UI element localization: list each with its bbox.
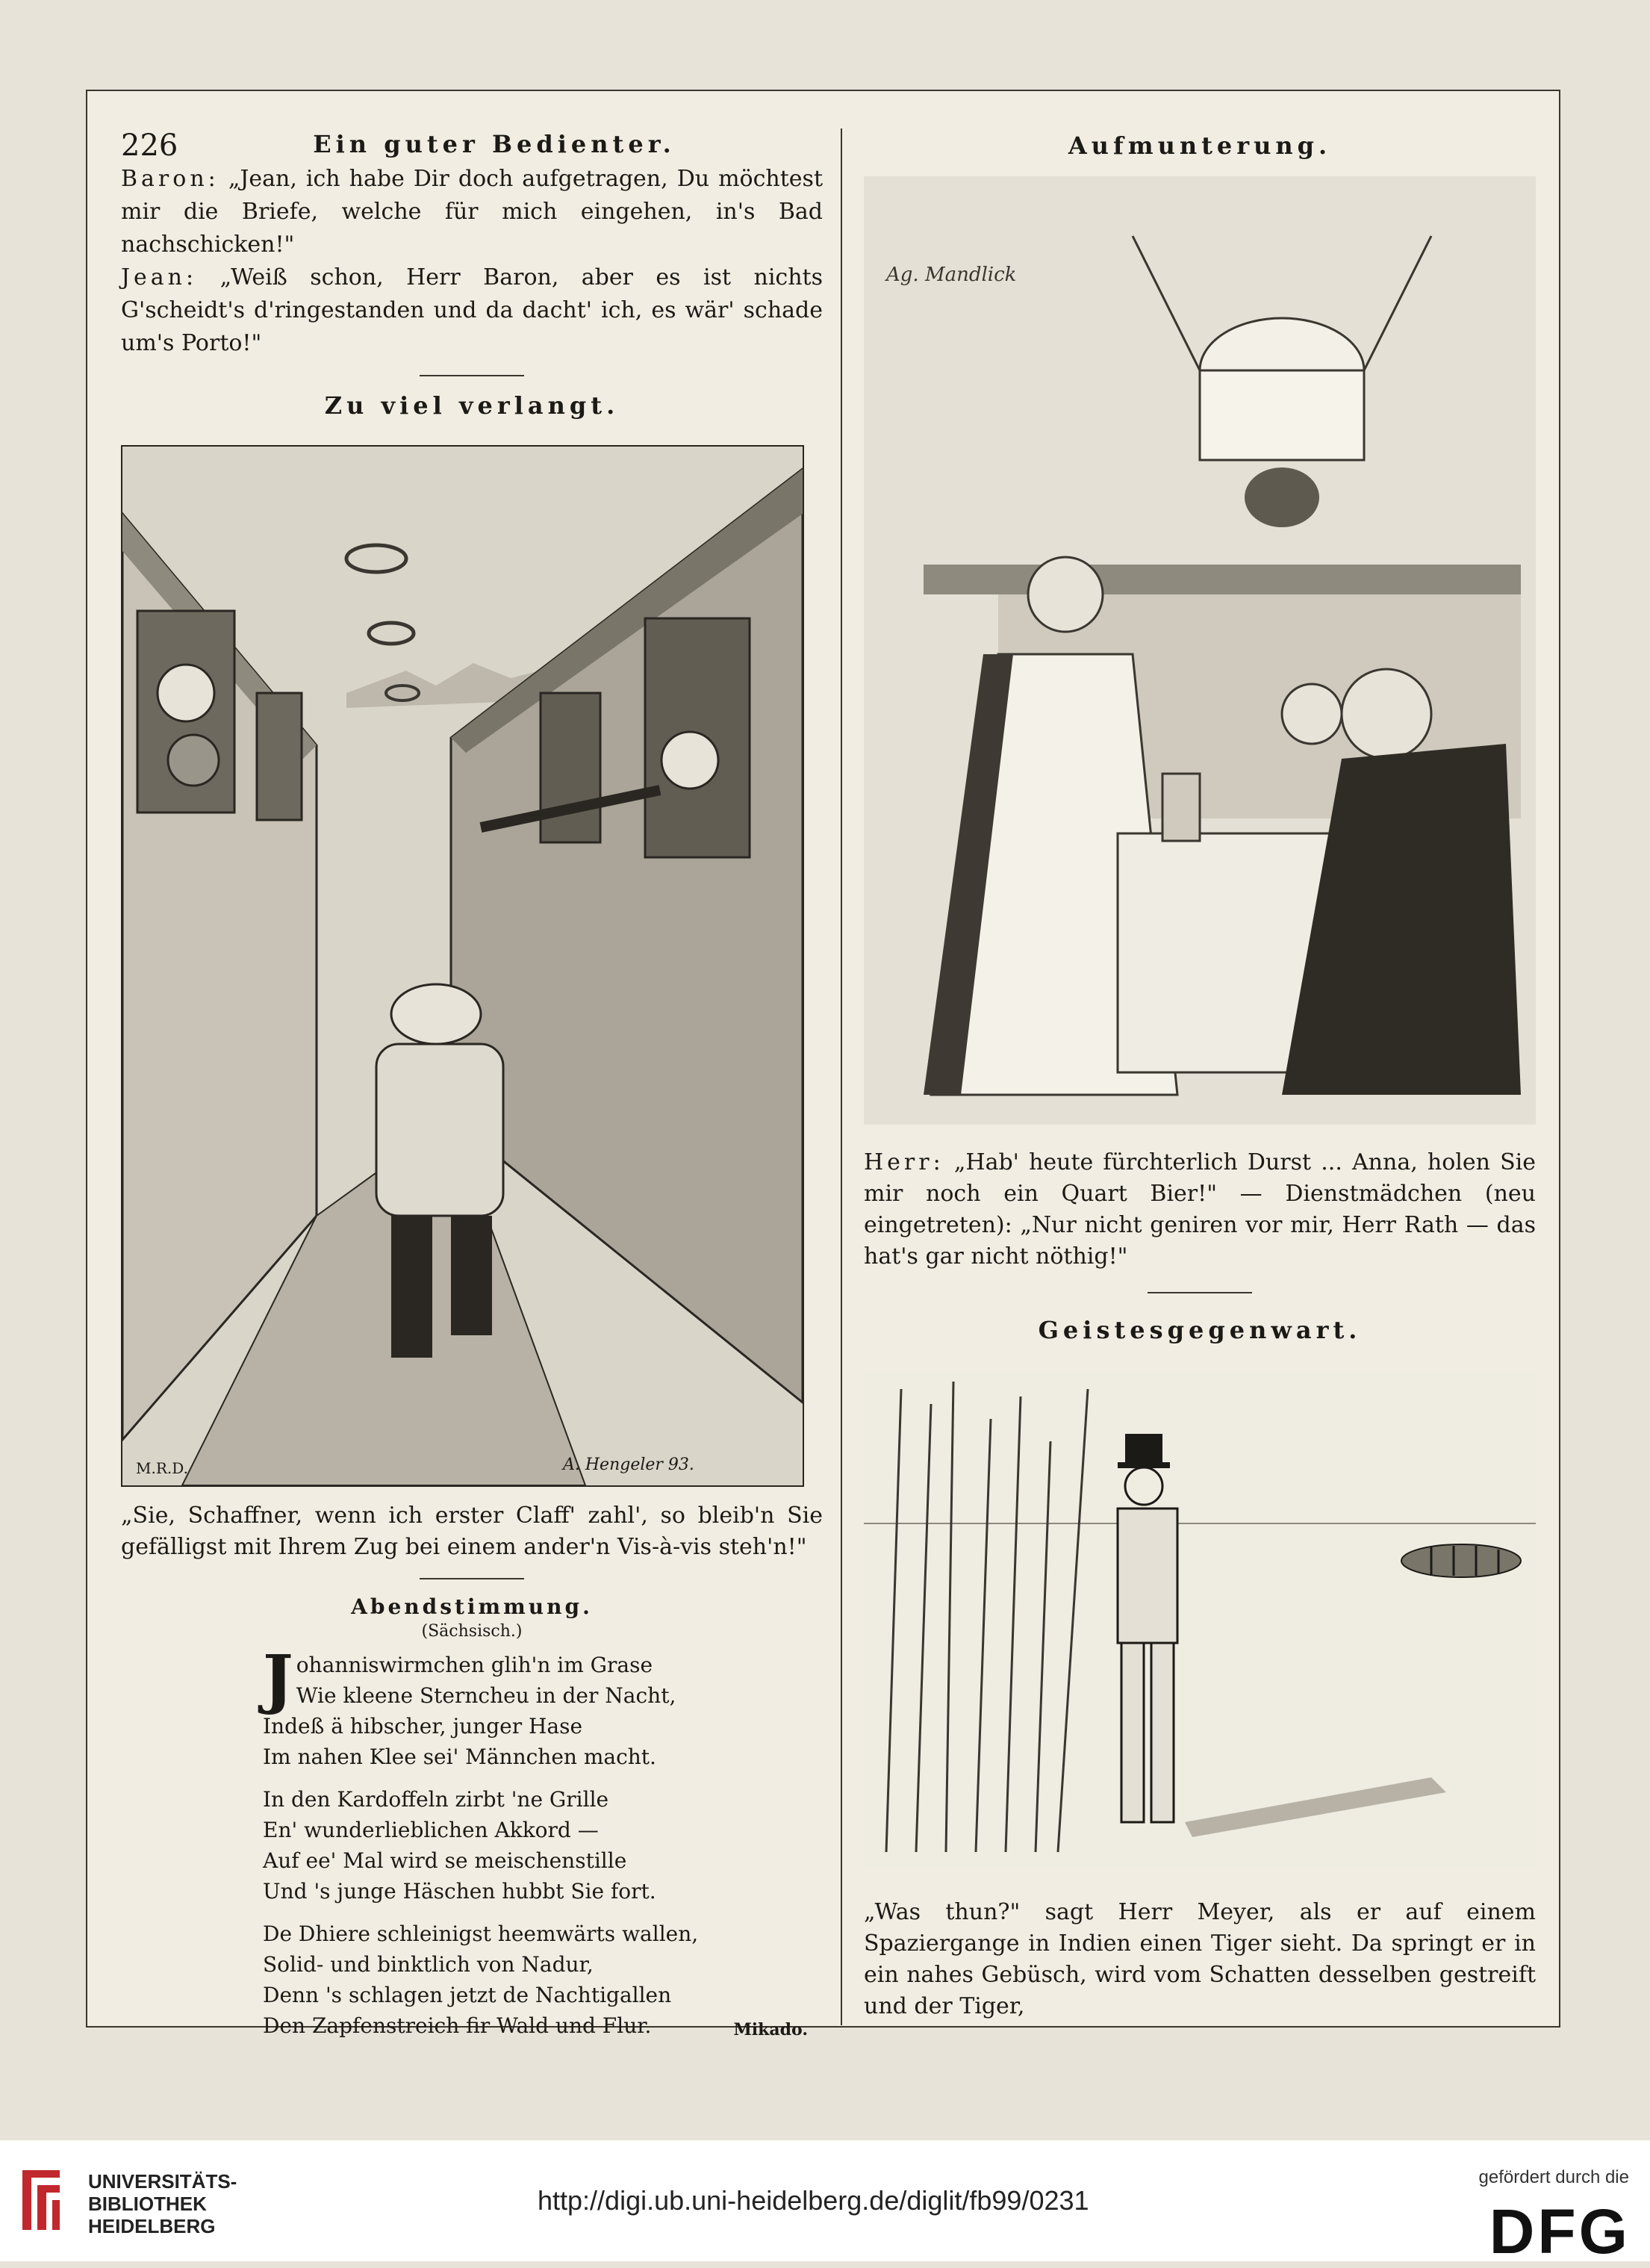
tavern-drawing	[864, 176, 1536, 1125]
source-url-link[interactable]: http://digi.ub.uni-heidelberg.de/diglit/fb99/0231	[538, 2185, 1089, 2216]
poem-line: Den Zapfenstreich fir Wald und Flur.	[263, 2013, 652, 2038]
illustration-caption	[864, 1147, 1536, 1273]
dialogue-text: „Jean, ich habe Dir doch aufgetragen, Du möchtest mir die Briefe, welche für mich eingehen, in's Bad nachschicken!"	[121, 166, 823, 258]
university-name	[88, 2170, 237, 2237]
speaker-label: Herr:	[864, 1149, 944, 1175]
university-name-line: UNIVERSITÄTS-	[88, 2170, 237, 2193]
article-aufmunterung	[864, 131, 1536, 1273]
article-title: Zu viel verlangt.	[324, 391, 620, 420]
university-logo-icon	[15, 2163, 67, 2237]
poem-line: In den Kardoffeln zirbt 'ne Grille	[263, 1787, 609, 1812]
poem-line: Wie kleene Sterncheu in der Nacht,	[296, 1683, 676, 1708]
poem-stanza	[263, 1784, 823, 1907]
article-title: Ein guter Bedienter.	[313, 130, 676, 158]
page-number: 226	[121, 128, 178, 163]
drop-cap: J	[263, 1641, 293, 1717]
university-name-line: HEIDELBERG	[88, 2215, 216, 2237]
poem-line: De Dhiere schleinigst heemwärts wallen,	[263, 1921, 699, 1946]
poem-line: Solid- und binktlich von Nadur,	[263, 1952, 594, 1977]
digitization-footer	[0, 2140, 1650, 2267]
tiger-illustration	[864, 1374, 1536, 1867]
poem-abendstimmung	[121, 1594, 823, 2041]
column-divider	[841, 128, 842, 2025]
poem-body	[263, 1641, 823, 2041]
tavern-illustration	[864, 176, 1536, 1125]
left-column	[121, 114, 823, 2053]
poem-line: Indeß ä hibscher, junger Hase	[263, 1714, 583, 1739]
speaker-label: Baron:	[121, 166, 220, 192]
newspaper-page	[86, 90, 1560, 2039]
dialogue-text: „Weiß schon, Herr Baron, aber es ist nichts G'scheidt's d'ringestanden und da dacht' ich, es wär' schade um's Porto!"	[121, 264, 823, 356]
poem-line: Denn 's schlagen jetzt de Nachtigallen	[263, 1983, 672, 2007]
article-title: Geistesgegenwart.	[1038, 1316, 1362, 1344]
section-divider	[1148, 1292, 1252, 1293]
illustration-caption: „Was thun?" sagt Herr Meyer, als er auf einem Spaziergange in Indien einen Tiger sieht. Da springt er in ein nahes Gebüsch, wird vom Schatten desselben gestreift und der Tiger,	[864, 1899, 1536, 2019]
poem-author: Mikado.	[733, 2020, 808, 2039]
article-geistesgegenwart	[864, 1316, 1536, 2022]
article-paragraph	[121, 163, 823, 261]
train-platform-drawing	[122, 447, 803, 1485]
train-illustration	[121, 445, 804, 1487]
poem-line: ohanniswirmchen glih'n im Grase	[296, 1653, 653, 1677]
poem-line: Auf ee' Mal wird se meischenstille	[263, 1848, 627, 1873]
poem-title: Abendstimmung.	[351, 1594, 593, 1619]
section-divider	[420, 375, 524, 376]
article-title: Aufmunterung.	[1068, 131, 1332, 160]
poem-line: Im nahen Klee sei' Männchen macht.	[263, 1745, 656, 1769]
section-divider	[420, 1578, 524, 1579]
speaker-label: Jean:	[121, 264, 198, 291]
university-name-line: BIBLIOTHEK	[88, 2193, 207, 2215]
poem-line: En' wunderlieblichen Akkord —	[263, 1818, 599, 1842]
right-column	[864, 114, 1536, 2022]
tiger-drawing	[864, 1374, 1536, 1867]
poem-line: Und 's junge Häschen hubbt Sie fort.	[263, 1879, 656, 1904]
illustration-caption: „Sie, Schaffner, wenn ich erster Claff' zahl', so bleib'n Sie gefälligst mit Ihrem Zug bei einem ander'n Vis-à-vis steh'n!"	[121, 1503, 823, 1560]
article-paragraph	[121, 261, 823, 360]
illustration-signature-right: A. Hengeler 93.	[563, 1455, 694, 1474]
dialogue-text: „Hab' heute fürchterlich Durst ... Anna, holen Sie mir noch ein Quart Bier!" — Dienstmädchen (neu eingetreten): „Nur nicht geniren vor mir, Herr Rath — das hat's gar nicht nöthig!"	[864, 1149, 1536, 1270]
poem-subtitle: (Sächsisch.)	[421, 1622, 523, 1641]
article-ein-guter-bedienter	[121, 130, 823, 360]
illustration-signature-left: M.R.D.	[136, 1459, 188, 1477]
illustration-signature: Ag. Mandlick	[886, 264, 1017, 286]
dfg-logo: DFG	[1489, 2196, 1631, 2267]
article-zu-viel-verlangt	[121, 391, 823, 1563]
sponsor-label: gefördert durch die	[1478, 2167, 1629, 2187]
poem-stanza	[263, 1641, 823, 1772]
